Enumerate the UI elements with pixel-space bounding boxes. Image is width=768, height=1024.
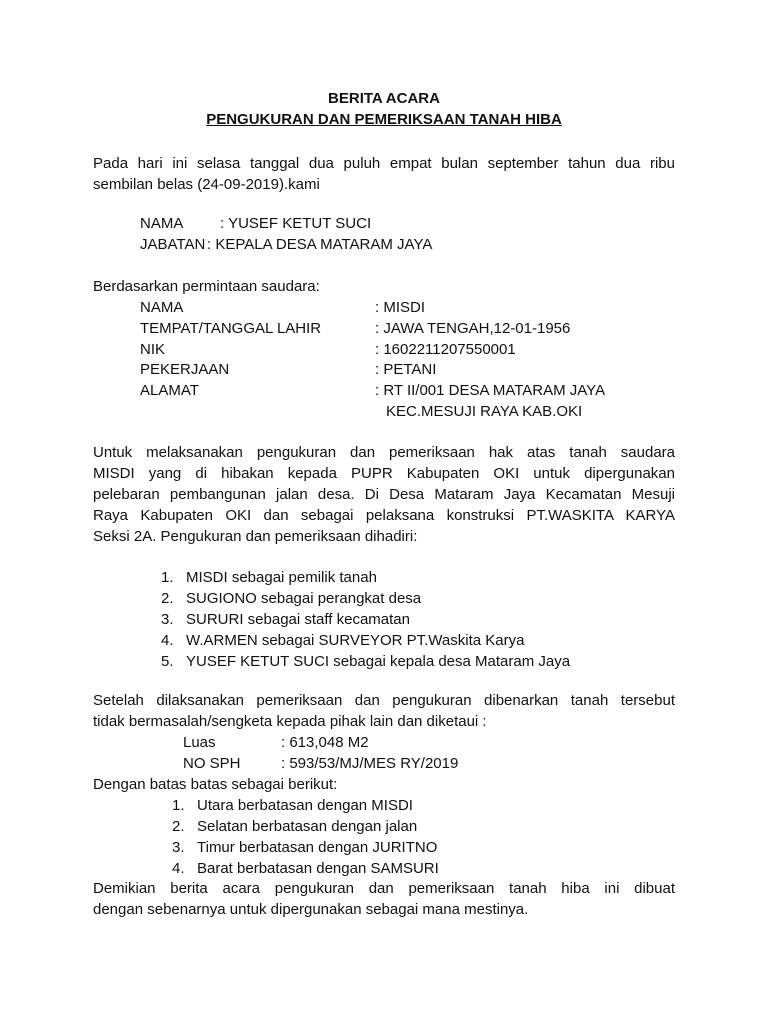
applicant-name-value: : MISDI xyxy=(375,299,426,316)
purpose-line: Raya Kabupaten OKI dan sebagai pelaksana konstruksi PT.WASKITA KARYA xyxy=(93,507,675,524)
closing-paragraph xyxy=(93,878,675,920)
applicant-birth-label: TEMPAT/TANGGAL LAHIR xyxy=(140,320,322,337)
borders-heading: Dengan batas batas sebagai berikut: xyxy=(93,776,338,793)
applicant-address-label: ALAMAT xyxy=(140,382,199,399)
list-item: 3. SURURI sebagai staff kecamatan xyxy=(161,611,410,628)
applicant-address-value: : RT II/001 DESA MATARAM JAYA xyxy=(375,382,606,399)
document-title: BERITA ACARA xyxy=(328,90,440,107)
applicant-nik-label: NIK xyxy=(140,341,166,358)
intro-line: Pada hari ini selasa tanggal dua puluh empat bulan september tahun dua ribu xyxy=(93,155,675,172)
document-subtitle xyxy=(0,109,768,130)
applicant-birth-value: : JAWA TENGAH,12-01-1956 xyxy=(375,320,571,337)
official-name-label: NAMA xyxy=(140,215,184,232)
purpose-line: MISDI yang di hibakan kepada PUPR Kabupaten OKI untuk dipergunakan xyxy=(93,465,675,482)
applicant-job-label: PEKERJAAN xyxy=(140,361,230,378)
closing-line: dengan sebenarnya untuk dipergunakan sebagai mana mestinya. xyxy=(93,901,529,918)
official-position-label: JABATAN xyxy=(140,236,206,253)
purpose-line: Seksi 2A. Pengukuran dan pemeriksaan dihadiri: xyxy=(93,528,418,545)
intro-line: sembilan belas (24-09-2019).kami xyxy=(93,176,320,193)
official-name-value: : YUSEF KETUT SUCI xyxy=(220,215,372,232)
applicant-name-label: NAMA xyxy=(140,299,184,316)
attendees-list xyxy=(161,567,570,672)
list-item: 2. Selatan berbatasan dengan jalan xyxy=(172,818,418,835)
request-heading: Berdasarkan permintaan saudara: xyxy=(93,278,320,295)
list-item: 1. Utara berbatasan dengan MISDI xyxy=(172,797,413,814)
land-area-label: Luas xyxy=(183,734,216,751)
document-subtitle-text: PENGUKURAN DAN PEMERIKSAAN TANAH HIBA xyxy=(206,111,562,128)
applicant-job-value: : PETANI xyxy=(375,361,437,378)
list-item: 4. Barat berbatasan dengan SAMSURI xyxy=(172,860,439,877)
intro-paragraph xyxy=(93,153,675,195)
purpose-line: Untuk melaksanakan pengukuran dan pemeriksaan hak atas tanah saudara xyxy=(93,444,675,461)
list-item: 4. W.ARMEN sebagai SURVEYOR PT.Waskita Karya xyxy=(161,632,525,649)
applicant-address-value-cont: KEC.MESUJI RAYA KAB.OKI xyxy=(386,403,583,420)
closing-line: Demikian berita acara pengukuran dan pemeriksaan tanah hiba ini dibuat xyxy=(93,880,675,897)
result-line: tidak bermasalah/sengketa kepada pihak lain dan diketaui : xyxy=(93,713,487,730)
land-area-value: : 613,048 M2 xyxy=(281,734,369,751)
applicant-nik-value: : 1602211207550001 xyxy=(375,341,516,358)
purpose-line: pelebaran pembangunan jalan desa. Di Desa Mataram Jaya Kecamatan Mesuji xyxy=(93,486,675,503)
borders-list xyxy=(172,795,439,879)
land-sph-value: : 593/53/MJ/MES RY/2019 xyxy=(281,755,459,772)
list-item: 5. YUSEF KETUT SUCI sebagai kepala desa Mataram Jaya xyxy=(161,653,571,670)
list-item: 3. Timur berbatasan dengan JURITNO xyxy=(172,839,438,856)
purpose-paragraph xyxy=(93,442,675,547)
list-item: 1. MISDI sebagai pemilik tanah xyxy=(161,569,377,586)
result-paragraph xyxy=(93,690,675,732)
land-sph-label: NO SPH xyxy=(183,755,241,772)
official-position-value: : KEPALA DESA MATARAM JAYA xyxy=(207,236,433,253)
list-item: 2. SUGIONO sebagai perangkat desa xyxy=(161,590,422,607)
result-line: Setelah dilaksanakan pemeriksaan dan pengukuran dibenarkan tanah tersebut xyxy=(93,692,675,709)
